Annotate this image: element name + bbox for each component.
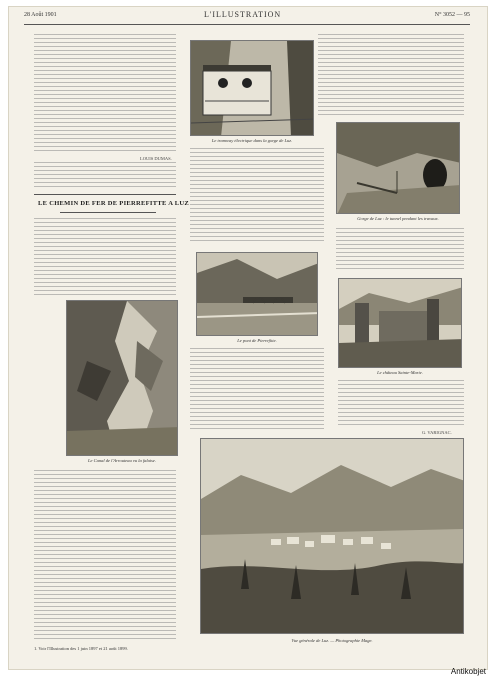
- header-rule: [24, 24, 470, 25]
- text-block-right-bottom: [338, 380, 464, 426]
- caption-castle: Le château Sainte-Marie.: [377, 370, 423, 375]
- text-block-mid-2: [190, 348, 324, 430]
- issue-number: N° 3052 — 95: [434, 12, 470, 18]
- masthead-title: L'ILLUSTRATION: [204, 10, 282, 19]
- page-header: [24, 8, 470, 22]
- tram-photo: [190, 40, 314, 136]
- caption-gorge: Le Canal de l'Arrouteau vu la falaise.: [88, 458, 156, 463]
- caption-bridge: Le pont de Pierrefitte.: [237, 338, 277, 343]
- text-block-left-bottom: [34, 470, 176, 642]
- text-block-left-small: [34, 162, 176, 190]
- title-rule: [60, 212, 156, 213]
- text-block-left-mid: [34, 218, 176, 296]
- bridge-photo: [196, 252, 318, 336]
- text-block-mid-1: [190, 148, 324, 242]
- caption-tunnel: Gorge de Luz : le tunnel pendant les travaux.: [357, 216, 439, 221]
- watermark: Antikobjet: [450, 667, 486, 676]
- article-title: LE CHEMIN DE FER DE PIERREFITTE A LUZ: [38, 200, 190, 207]
- signature-left: LOUIS DUMAS.: [140, 156, 172, 161]
- section-rule: [34, 194, 176, 195]
- text-block-right-top: [318, 34, 464, 118]
- castle-photo: [338, 278, 462, 368]
- footnote: 1. Voir l'Illustration des 1 juin 1897 et 21 août 1899.: [34, 646, 128, 651]
- gorge-photo: [66, 300, 178, 456]
- caption-panorama: Vue générale de Luz. — Photographie Mage.: [291, 638, 373, 643]
- tunnel-photo: [336, 122, 460, 214]
- signature-right: G. VARIGNAC.: [422, 430, 452, 435]
- text-block-right-mid: [336, 228, 464, 272]
- panorama-photo: [200, 438, 464, 634]
- text-block-left-top: [34, 34, 176, 154]
- issue-date: 28 Août 1901: [24, 12, 57, 18]
- caption-tram: Le tramway électrique dans la gorge de Luz.: [211, 138, 293, 143]
